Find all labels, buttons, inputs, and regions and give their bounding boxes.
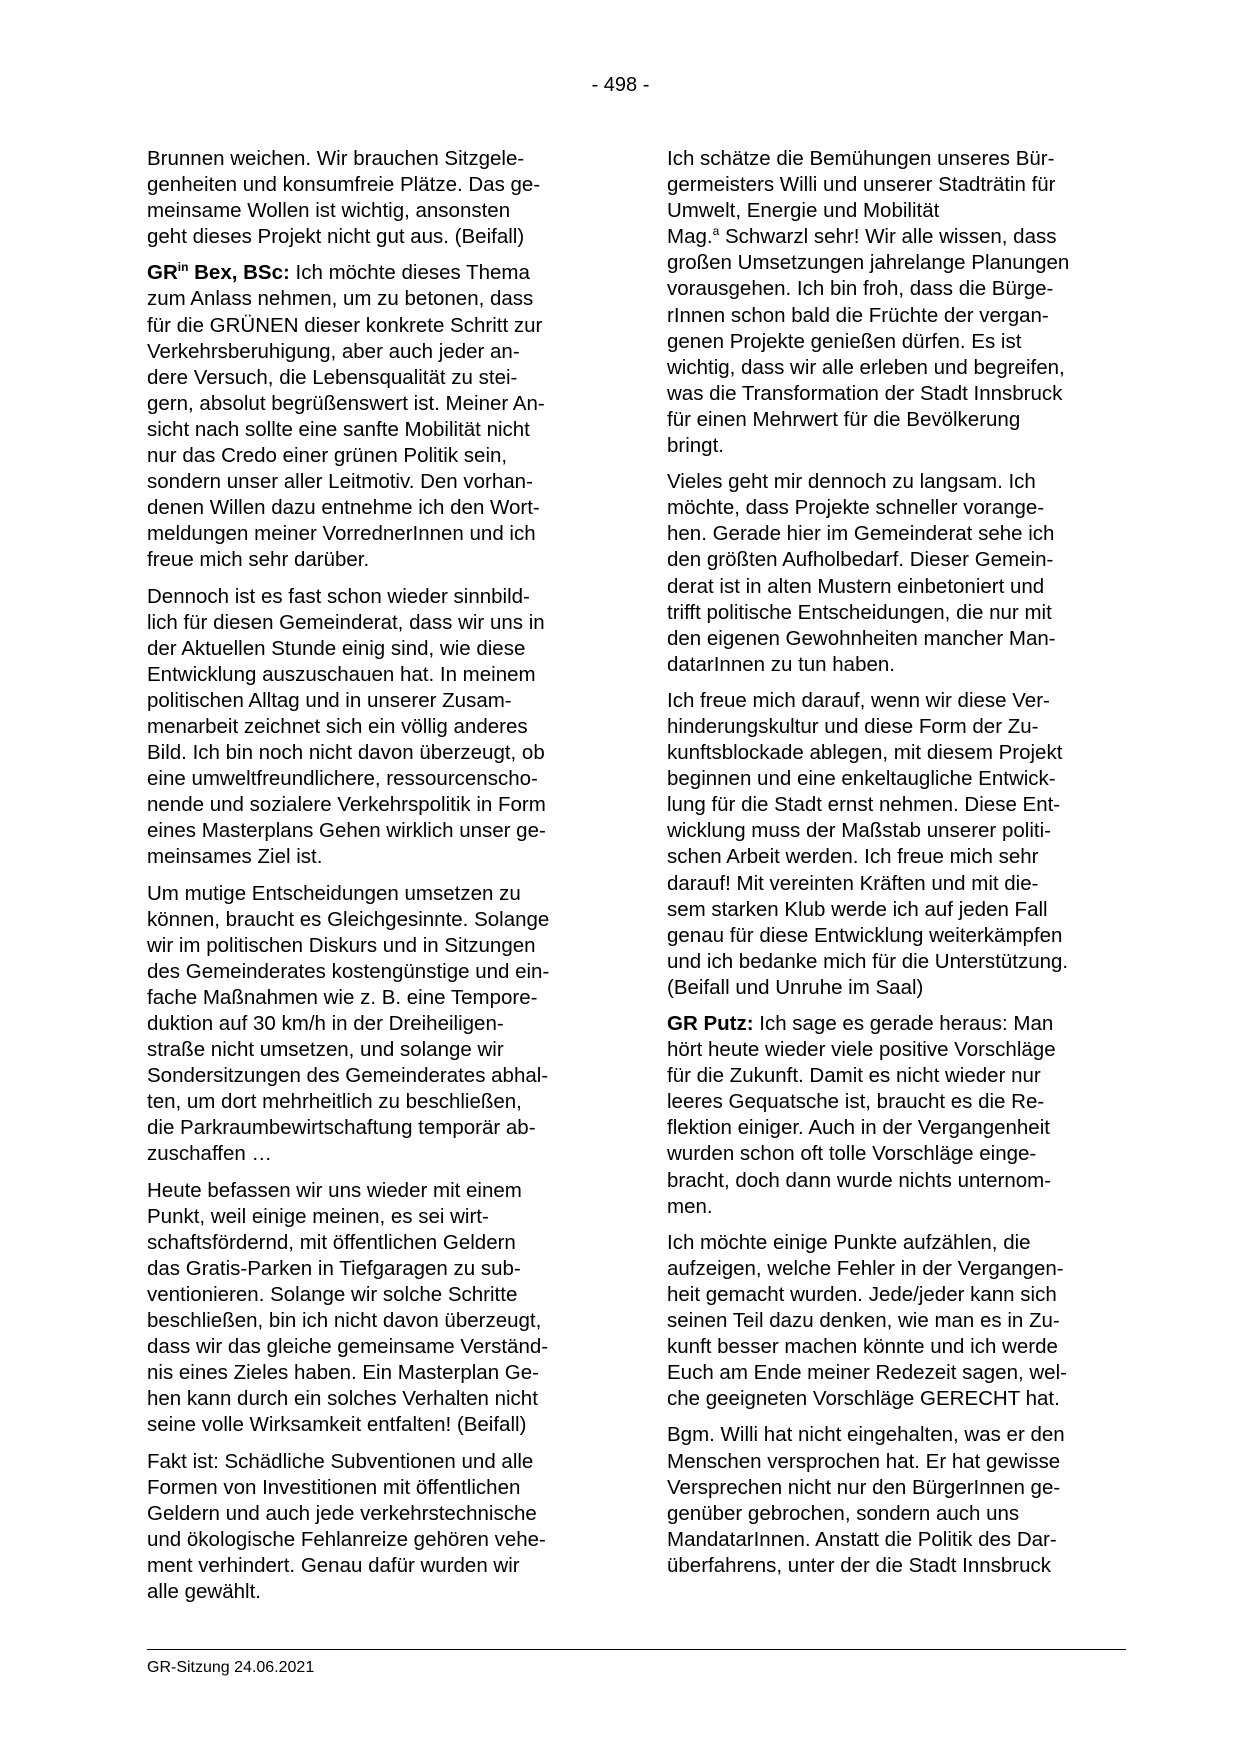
paragraph — [147, 1178, 603, 1439]
text-line: meinsame Wollen ist wichtig, ansonsten — [147, 199, 511, 223]
paragraph — [147, 584, 603, 871]
text-line: trifft politische Entscheidungen, die nur mit — [667, 600, 1052, 624]
text-line: dass wir das gleiche gemeinsame Verständ- — [147, 1335, 549, 1359]
text-line: meldungen meiner VorrednerInnen und ich — [147, 522, 536, 546]
text-line: was die Transformation der Stadt Innsbruck — [667, 381, 1063, 405]
text-line: ten, um dort mehrheitlich zu beschließen, — [147, 1090, 522, 1114]
page-number: - 498 - — [591, 74, 650, 96]
text-line: schen Arbeit werden. Ich freue mich sehr — [667, 845, 1039, 869]
text-line: wichtig, dass wir alle erleben und begreifen, — [667, 355, 1065, 379]
text-line: duktion auf 30 km/h in der Dreiheiligen- — [147, 1012, 504, 1035]
text-line: seinen Teil dazu denken, wie man es in Zu- — [667, 1309, 1060, 1333]
paragraph — [147, 881, 603, 1168]
footer-session-date: GR-Sitzung 24.06.2021 — [147, 1659, 315, 1676]
text-line: Geldern und auch jede verkehrstechnische — [147, 1501, 537, 1525]
text-line: alle gewählt. — [147, 1579, 261, 1603]
text-line: fache Maßnahmen wie z. B. eine Tempore- — [147, 985, 538, 1009]
text-line: menarbeit zeichnet sich ein völlig anderes — [147, 714, 528, 738]
text-line: flektion einiger. Auch in der Vergangenheit — [667, 1116, 1050, 1140]
text-line: Punkt, weil einige meinen, es sei wirt- — [147, 1204, 489, 1228]
text-line: eine umweltfreundlichere, ressourcenscho- — [147, 767, 538, 791]
text-line: zum Anlass nehmen, um zu betonen, dass — [147, 287, 534, 311]
text-line: Fakt ist: Schädliche Subventionen und alle — [147, 1449, 534, 1473]
text-line: Bgm. Willi hat nicht eingehalten, was er den — [667, 1423, 1065, 1447]
text-line: (Beifall und Unruhe im Saal) — [667, 975, 924, 999]
text-line: heit gemacht wurden. Jede/jeder kann sich — [667, 1282, 1057, 1306]
left-column — [147, 146, 603, 1615]
text-line: vorausgehen. Ich bin froh, dass die Bürge- — [667, 277, 1054, 301]
paragraph — [147, 146, 603, 250]
speaker-name: GR Putz: — [667, 1012, 754, 1035]
text-line: Dennoch ist es fast schon wieder sinnbild- — [147, 584, 530, 608]
text-line: den eigenen Gewohnheiten mancher Man- — [667, 626, 1056, 650]
text-line: $GR^{in}$ Bex, BSc: Ich möchte dieses Thema — [147, 260, 530, 285]
text-line: hinderungskultur und diese Form der Zu- — [667, 714, 1039, 738]
text-line: bringt. — [667, 434, 724, 458]
text-line: genen Projekte genießen dürfen. Es ist — [667, 329, 1022, 353]
text-line: seine volle Wirksamkeit entfalten! (Beifall) — [147, 1413, 527, 1437]
text-line: das Gratis-Parken in Tiefgaragen zu sub- — [147, 1256, 521, 1280]
text-line: germeisters Willi und unserer Stadträtin für — [667, 173, 1056, 197]
text-line: können, braucht es Gleichgesinnte. Solange — [147, 907, 550, 931]
text-line: geht dieses Projekt nicht gut aus. (Beifall) — [147, 225, 525, 249]
text-line: für einen Mehrwert für die Bevölkerung — [667, 407, 1021, 431]
text-line: nende und sozialere Verkehrspolitik in Form — [147, 793, 546, 817]
text-line: der Aktuellen Stunde einig sind, wie diese — [147, 636, 526, 660]
text-line: und ich bedanke mich für die Unterstützung. — [667, 949, 1069, 973]
text-line: dere Versuch, die Lebensqualität zu stei- — [147, 365, 518, 389]
text-line: überfahrens, unter der die Stadt Innsbruck — [667, 1553, 1052, 1577]
text-line: für die Zukunft. Damit es nicht wieder nur — [667, 1064, 1041, 1088]
text-line: Entwicklung auszuschauen hat. In meinem — [147, 662, 536, 686]
text-line: nur das Credo einer grünen Politik sein, — [147, 444, 508, 468]
text-line: MandatarInnen. Anstatt die Politik des Dar- — [667, 1527, 1057, 1551]
text-line: eines Masterplans Gehen wirklich unser ge- — [147, 819, 546, 843]
text-line: sem starken Klub werde ich auf jeden Fall — [667, 897, 1048, 921]
text-line: des Gemeinderates kostengünstige und ein- — [147, 959, 550, 983]
text-line: Ich freue mich darauf, wenn wir diese Ver- — [667, 688, 1050, 712]
text-line: kunftsblockade ablegen, mit diesem Projekt — [667, 741, 1063, 765]
text-line: men. — [667, 1194, 713, 1218]
text-line: sondern unser aller Leitmotiv. Den vorhan- — [147, 470, 533, 494]
text-line: politischen Alltag und in unserer Zusam- — [147, 688, 512, 712]
text-line: che geeigneten Vorschläge GERECHT hat. — [667, 1387, 1060, 1411]
text-line: leeres Gequatsche ist, braucht es die Re- — [667, 1090, 1045, 1114]
paragraph — [667, 1230, 1125, 1413]
text-line: schaftsfördernd, mit öffentlichen Geldern — [147, 1230, 516, 1254]
text-line: Um mutige Entscheidungen umsetzen zu — [147, 881, 521, 905]
text-line: Euch am Ende meiner Redezeit sagen, wel- — [667, 1361, 1067, 1385]
text-line: wurden schon oft tolle Vorschläge einge- — [667, 1142, 1037, 1166]
text-line: beschließen, bin ich nicht davon überzeugt, — [147, 1309, 542, 1333]
text-line: Menschen versprochen hat. Er hat gewisse — [667, 1449, 1061, 1473]
text-line: lich für diesen Gemeinderat, dass wir uns in — [147, 610, 545, 634]
text-line: hen kann durch ein solches Verhalten nicht — [147, 1387, 538, 1411]
text-line: darauf! Mit vereinten Kräften und mit die- — [667, 871, 1039, 895]
text-line: denen Willen dazu entnehme ich den Wort- — [147, 496, 540, 520]
text-line: beginnen und eine enkeltaugliche Entwick- — [667, 767, 1056, 791]
text-line: aufzeigen, welche Fehler in der Vergangen- — [667, 1256, 1064, 1280]
text-line: Ich schätze die Bemühungen unseres Bür- — [667, 147, 1055, 170]
text-line: großen Umsetzungen jahrelange Planungen — [667, 251, 1070, 275]
text-line: datarInnen zu tun haben. — [667, 652, 895, 676]
paragraph — [667, 688, 1125, 1001]
text-line: rInnen schon bald die Früchte der vergan- — [667, 303, 1049, 327]
text-line: straße nicht umsetzen, und solange wir — [147, 1038, 504, 1062]
paragraph — [667, 146, 1125, 459]
text-line: kunft besser machen könnte und ich werde — [667, 1335, 1058, 1359]
text-line: hört heute wieder viele positive Vorschläge — [667, 1038, 1056, 1062]
text-line: genau für diese Entwicklung weiterkämpfen — [667, 923, 1063, 947]
text-line: Verkehrsberuhigung, aber auch jeder an- — [147, 339, 520, 363]
text-line: Mag.$^a$ Schwarzl sehr! Wir alle wissen, dass — [667, 224, 1057, 249]
text-line: nis eines Zieles haben. Ein Masterplan Ge- — [147, 1361, 539, 1385]
text-line: Brunnen weichen. Wir brauchen Sitzgele- — [147, 147, 525, 170]
paragraph-speaker-bex — [147, 260, 603, 573]
text-line: für die GRÜNEN dieser konkrete Schritt zur — [147, 313, 543, 337]
text-line: derat ist in alten Mustern einbetoniert und — [667, 574, 1045, 598]
text-line: Vieles geht mir dennoch zu langsam. Ich — [667, 470, 1036, 494]
text-line: meinsames Ziel ist. — [147, 845, 323, 869]
text-line: lung für die Stadt ernst nehmen. Diese Ent- — [667, 793, 1061, 817]
footer-divider — [147, 1649, 1126, 1650]
text-line: genheiten und konsumfreie Plätze. Das ge- — [147, 173, 541, 197]
text-line: zuschaffen … — [147, 1142, 272, 1166]
text-line: Formen von Investitionen mit öffentlichen — [147, 1475, 521, 1499]
text-line: Bild. Ich bin noch nicht davon überzeugt, ob — [147, 741, 545, 765]
text-line: Umwelt, Energie und Mobilität — [667, 199, 940, 223]
text-line: Heute befassen wir uns wieder mit einem — [147, 1178, 522, 1202]
text-line: genüber gebrochen, sondern auch uns — [667, 1501, 1020, 1525]
paragraph — [147, 1449, 603, 1606]
text-line: freue mich sehr darüber. — [147, 548, 370, 572]
text-line: hen. Gerade hier im Gemeinderat sehe ich — [667, 522, 1055, 546]
text-line: Versprechen nicht nur den BürgerInnen ge- — [667, 1475, 1061, 1499]
text-line: gern, absolut begrüßenswert ist. Meiner An- — [147, 391, 545, 415]
text-line: ment verhindert. Genau dafür wurden wir — [147, 1553, 520, 1577]
text-line: ventionieren. Solange wir solche Schritte — [147, 1282, 518, 1306]
speaker-name: $GR^{in}$ Bex, BSc: — [147, 260, 290, 285]
text-line: und ökologische Fehlanreize gehören vehe- — [147, 1527, 546, 1551]
text-line: wicklung muss der Maßstab unserer politi- — [667, 819, 1051, 843]
text-line: Ich möchte einige Punkte aufzählen, die — [667, 1230, 1031, 1254]
text-line: wir im politischen Diskurs und in Sitzungen — [147, 933, 536, 957]
text-line: Sondersitzungen des Gemeinderates abhal- — [147, 1064, 549, 1088]
text-line: bracht, doch dann wurde nichts unternom- — [667, 1168, 1052, 1192]
paragraph — [667, 1422, 1125, 1579]
text-line: GR Putz: Ich sage es gerade heraus: Man — [667, 1012, 1054, 1035]
text-line: den größten Aufholbedarf. Dieser Gemein- — [667, 548, 1054, 572]
text-line: sicht nach sollte eine sanfte Mobilität nicht — [147, 417, 530, 441]
text-line: die Parkraumbewirtschaftung temporär ab- — [147, 1116, 536, 1140]
paragraph — [667, 469, 1125, 678]
paragraph-speaker-putz — [667, 1011, 1125, 1220]
text-line: möchte, dass Projekte schneller vorange- — [667, 496, 1045, 520]
right-column — [667, 146, 1125, 1589]
